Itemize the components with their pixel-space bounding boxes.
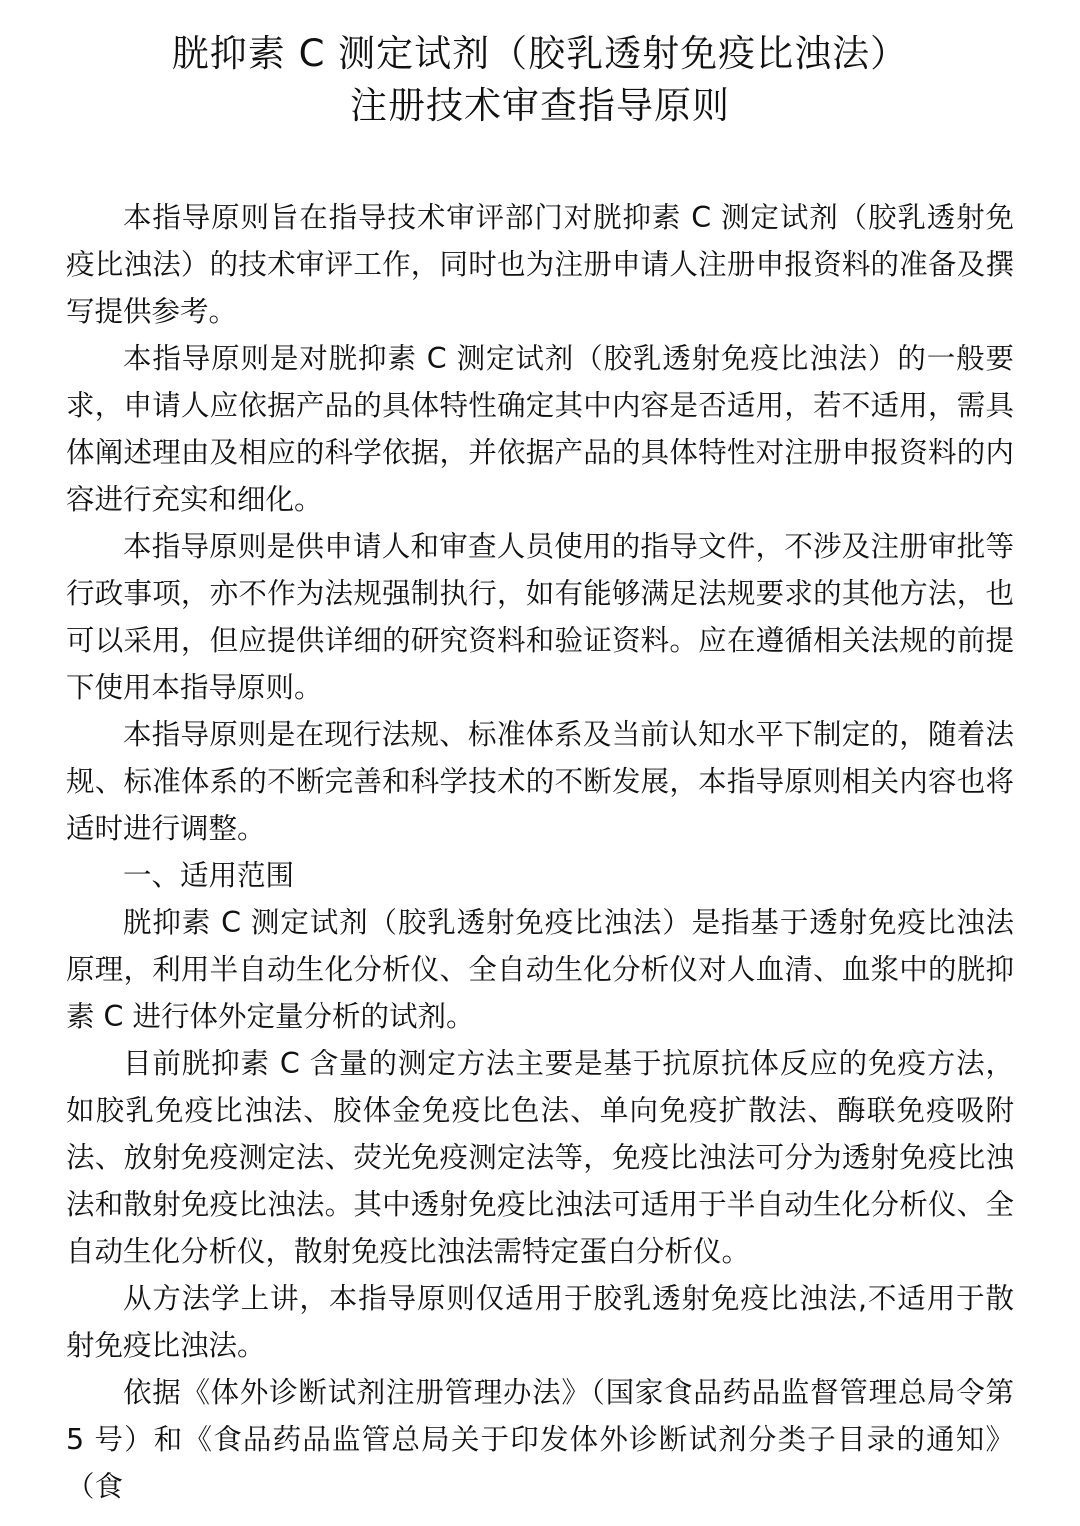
- paragraph-adjustment: 本指导原则是在现行法规、标准体系及当前认知水平下制定的，随着法规、标准体系的不断完善和科学技术的不断发展，本指导原则相关内容也将适时进行调整。: [66, 718, 1014, 845]
- title-line-2: 注册技术审查指导原则: [350, 84, 730, 127]
- paragraph-scope-definition: 胱抑素 C 测定试剂（胶乳透射免疫比浊法）是指基于透射免疫比浊法原理，利用半自动生化分析仪、全自动生化分析仪对人血清、血浆中的胱抑素 C 进行体外定量分析的试剂。: [66, 906, 1014, 1033]
- paragraph-regulatory-basis: 依据《体外诊断试剂注册管理办法》（国家食品药品监督管理总局令第 5 号）和《食品药品监管总局关于印发体外诊断试剂分类子目录的通知》（食: [66, 1376, 1014, 1503]
- title-line-1: 胱抑素 C 测定试剂（胶乳透射免疫比浊法）: [171, 32, 909, 75]
- document-body: [66, 194, 1014, 1510]
- paragraph-methodology-scope: 从方法学上讲，本指导原则仅适用于胶乳透射免疫比浊法,不适用于散射免疫比浊法。: [66, 1282, 1014, 1362]
- paragraph-general-requirements: 本指导原则是对胱抑素 C 测定试剂（胶乳透射免疫比浊法）的一般要求，申请人应依据产品的具体特性确定其中内容是否适用，若不适用，需具体阐述理由及相应的科学依据，并依据产品的具体特性对注册申报资料的内容进行充实和细化。: [66, 342, 1014, 516]
- paragraph-guidance-nature: 本指导原则是供申请人和审查人员使用的指导文件，不涉及注册审批等行政事项，亦不作为法规强制执行，如有能够满足法规要求的其他方法，也可以采用，但应提供详细的研究资料和验证资料。应在遵循相关法规的前提下使用本指导原则。: [66, 530, 1014, 704]
- section-heading-scope: 一、适用范围: [123, 859, 295, 892]
- document-title: [66, 28, 1014, 132]
- paragraph-purpose: 本指导原则旨在指导技术审评部门对胱抑素 C 测定试剂（胶乳透射免疫比浊法）的技术审评工作，同时也为注册申请人注册申报资料的准备及撰写提供参考。: [66, 201, 1014, 328]
- paragraph-methods: 目前胱抑素 C 含量的测定方法主要是基于抗原抗体反应的免疫方法，如胶乳免疫比浊法、胶体金免疫比色法、单向免疫扩散法、酶联免疫吸附法、放射免疫测定法、荧光免疫测定法等，免疫比浊法可分为透射免疫比浊法和散射免疫比浊法。其中透射免疫比浊法可适用于半自动生化分析仪、全自动生化分析仪，散射免疫比浊法需特定蛋白分析仪。: [66, 1047, 1014, 1268]
